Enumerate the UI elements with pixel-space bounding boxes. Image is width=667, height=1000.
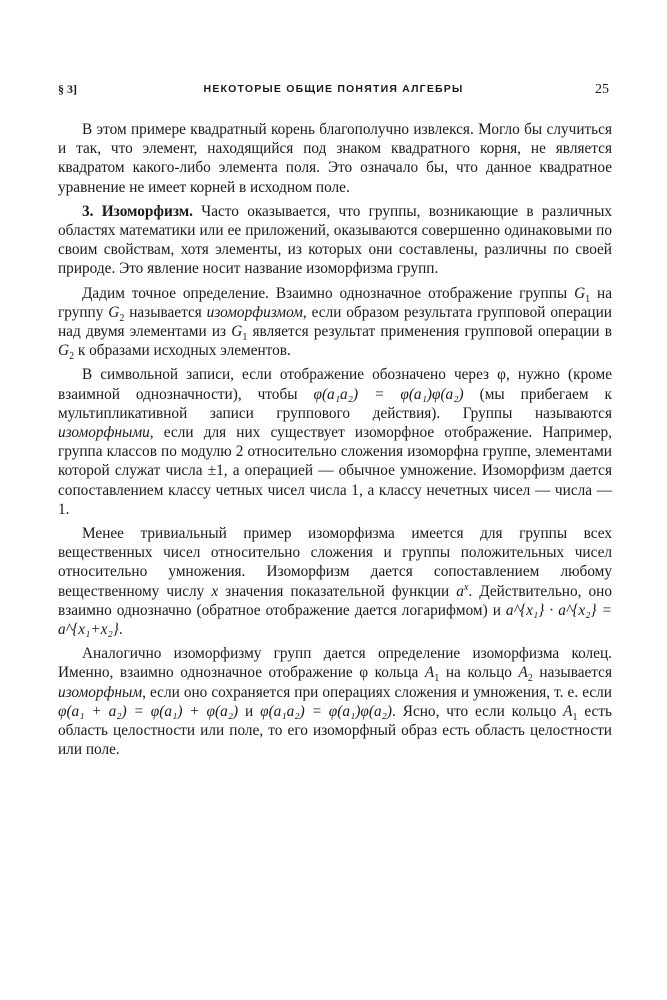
- paragraph-ring-isomorphism: Аналогично изоморфизму групп дается определение изоморфизма колец. Именно, взаимно однозначное отображение φ кольца $A_1$ на кольцо $A_2$ называется изоморфным, если оно сохраняется при операциях сложения и умножения, т. е. если φ(a₁ + a₂) = φ(a₁) + φ(a₂) и φ(a₁a₂) = φ(a₁)φ(a₂). Ясно, что если кольцо $A_1$ есть область целостности или поле, то его изоморфный образ есть область целостности или поле.: [58, 645, 613, 759]
- formula-multiplicative: φ(a₁a₂) = φ(a₁)φ(a₂): [260, 702, 393, 720]
- formula-exponent: a^{x₁} · a^{x₂} = a^{x₁+x₂}: [58, 601, 612, 639]
- term-isomorphic-ring: изоморфным: [58, 683, 143, 701]
- section-heading: 3. Изоморфизм.: [82, 202, 194, 220]
- running-title: НЕКОТОРЫЕ ОБЩИЕ ПОНЯТИЯ АЛГЕБРЫ: [203, 83, 464, 95]
- paragraph-1: В этом примере квадратный корень благополучно извлекся. Могло бы случиться и так, что элемент, находящийся под знаком квадратного корня, не является квадратом какого-либо элемента поля. Это означало бы, что данное квадратное уравнение не имеет корней в исходном поле.: [58, 121, 612, 196]
- formula-homomorphism: φ(a₁a₂) = φ(a₁)φ(a₂): [313, 385, 464, 403]
- term-isomorphism: изоморфизмом: [206, 303, 303, 321]
- section-marker: § 3]: [58, 82, 77, 96]
- formula-additive: φ(a₁ + a₂) = φ(a₁) + φ(a₂): [58, 702, 239, 720]
- paragraph-exponential-example: Менее тривиальный пример изоморфизма имеется для группы всех вещественных чисел относительно сложения и группы положительных чисел относительно умножения. Изоморфизм дается сопоставлением любому вещественному числу x значения показательной функции $a^x$. Действительно, оно взаимно однозначно (обратное отображение дается логарифмом) и a^{x₁} · a^{x₂} = a^{x₁+x₂}.: [58, 525, 612, 639]
- page-number: 25: [595, 82, 609, 97]
- paragraph-symbolic: В символьной записи, если отображение обозначено через φ, нужно (кроме взаимной однозначности), чтобы φ(a₁a₂) = φ(a₁)φ(a₂) (мы прибегаем к мультипликативной записи группового действия). Группы называются изоморфными, если для них существует изоморфное отображение. Например, группа классов по модулю 2 относительно сложения изоморфна группе, элементами которой служат числа ±1, а операцией — обычное умножение. Изоморфизм дается сопоставлением классу четных чисел числа 1, а классу нечетных чисел — числа —1.: [58, 366, 612, 518]
- paragraph-definition: Дадим точное определение. Взаимно однозначное отображение группы $G_1$ на группу $G_2$ называется изоморфизмом, если образом результата групповой операции над двумя элементами из $G_1$ является результат применения групповой операции в $G_2$ к образами исходных элементов.: [58, 284, 612, 363]
- paragraph-isomorphism-intro: 3. Изоморфизм. Часто оказывается, что группы, возникающие в различных областях математики или ее приложений, оказываются совершенно одинаковыми по своим свойствам, хотя элементы, из которых они составлены, различны по своей природе. Это явление носит название изоморфизма групп.: [58, 202, 612, 278]
- running-header: [58, 82, 609, 100]
- body-text: [58, 120, 612, 765]
- term-isomorphic: изоморфными: [58, 424, 150, 442]
